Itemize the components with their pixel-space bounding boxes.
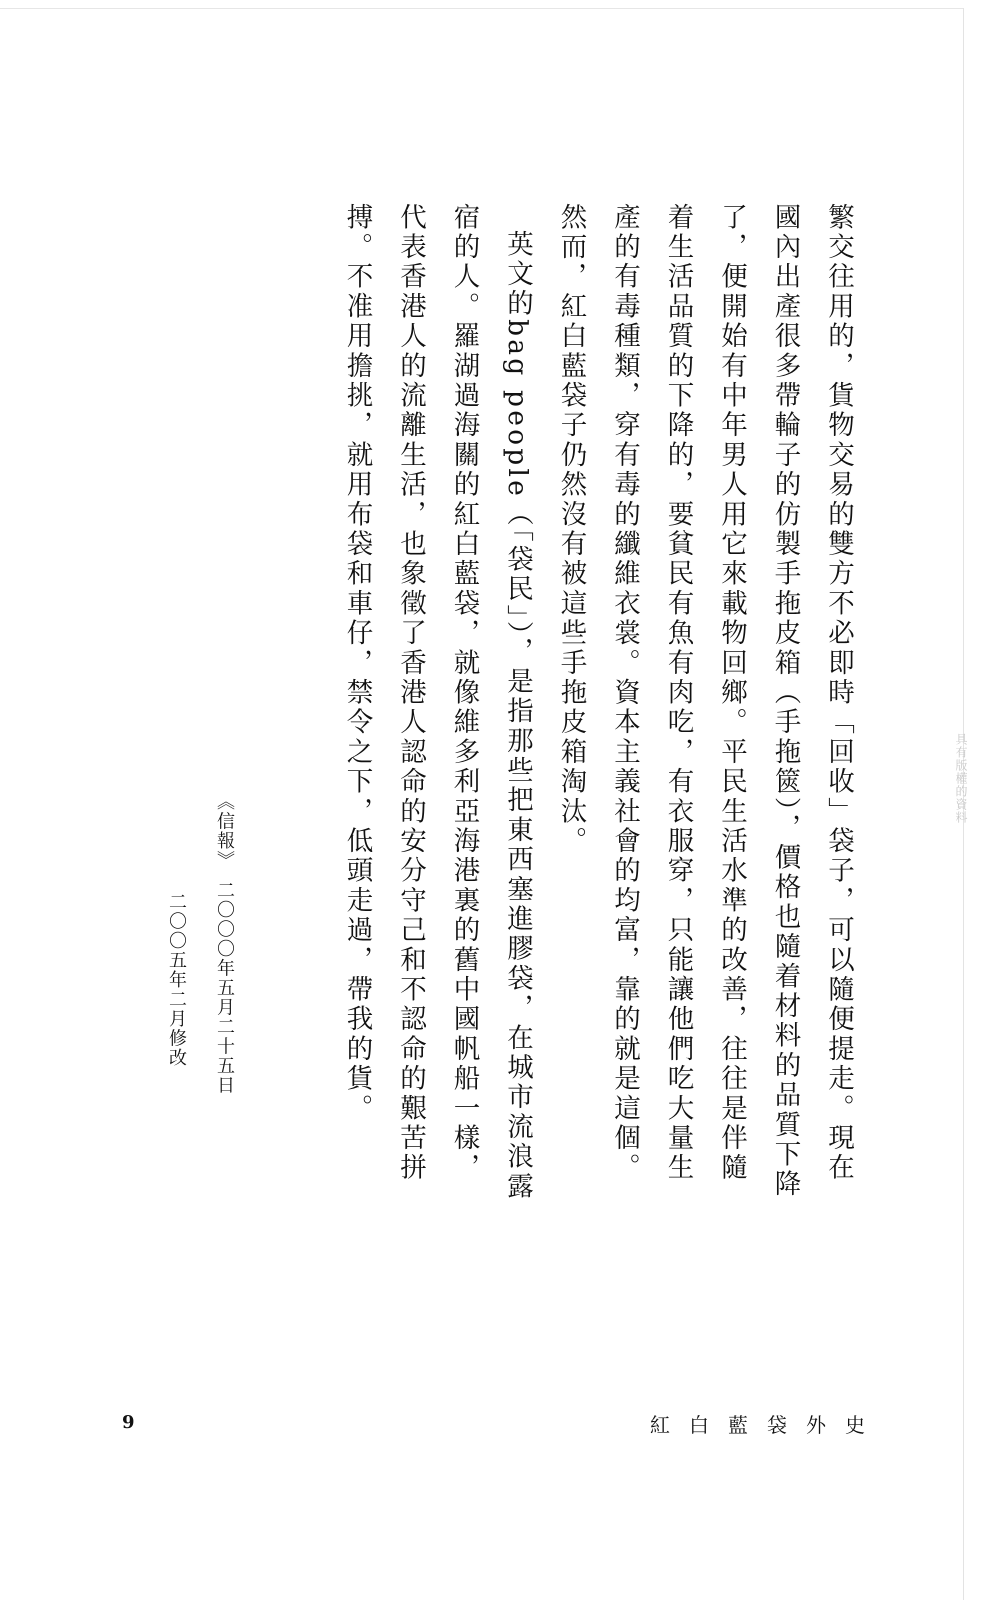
page-top-edge bbox=[0, 8, 964, 9]
source-line bbox=[200, 792, 248, 1095]
revision-date: 二〇〇五年二月修改 bbox=[166, 892, 187, 1068]
body-text bbox=[330, 203, 865, 1203]
running-title: 紅白藍袋外史 bbox=[650, 1413, 884, 1437]
publication-name: 《信報》 bbox=[214, 792, 235, 861]
publication-note bbox=[152, 792, 248, 1095]
paragraph-1: 繁交往用的，貨物交易的雙方不必即時「回收」袋子，可以隨便提走。現在國內出產很多帶輪子的仿製手拖皮箱（手拖篋），價格也隨着材料的品質下降了，便開始有中年男人用它來載物回鄉。平民生活水準的改善，往往是伴隨着生活品質的下降的，要貧民有魚有肉吃，有衣服穿，只能讓他們吃大量生產的有毒種類，穿有毒的纖維衣裳。資本主義社會的均富，靠的就是這個。然而，紅白藍袋子仍然沒有被這些手拖皮箱淘汰。 bbox=[555, 203, 854, 1200]
publication-date: 二〇〇〇年五月二十五日 bbox=[214, 880, 235, 1095]
paragraph-2: 英文的bag people（「袋民」），是指那些把東西塞進膠袋，在城市流浪露宿的人。羅湖過海關的紅白藍袋，就像維多利亞海港裏的舊中國帆船一樣，代表香港人的流離生活，也象徵了香港人認命的安分守己和不認命的艱苦拼搏。不准用擔挑，就用布袋和車仔，禁令之下，低頭走過，帶我的貨。 bbox=[341, 203, 533, 1202]
copyright-watermark: 具有版權的資料 bbox=[954, 733, 968, 824]
page-number: 9 bbox=[122, 1412, 135, 1433]
